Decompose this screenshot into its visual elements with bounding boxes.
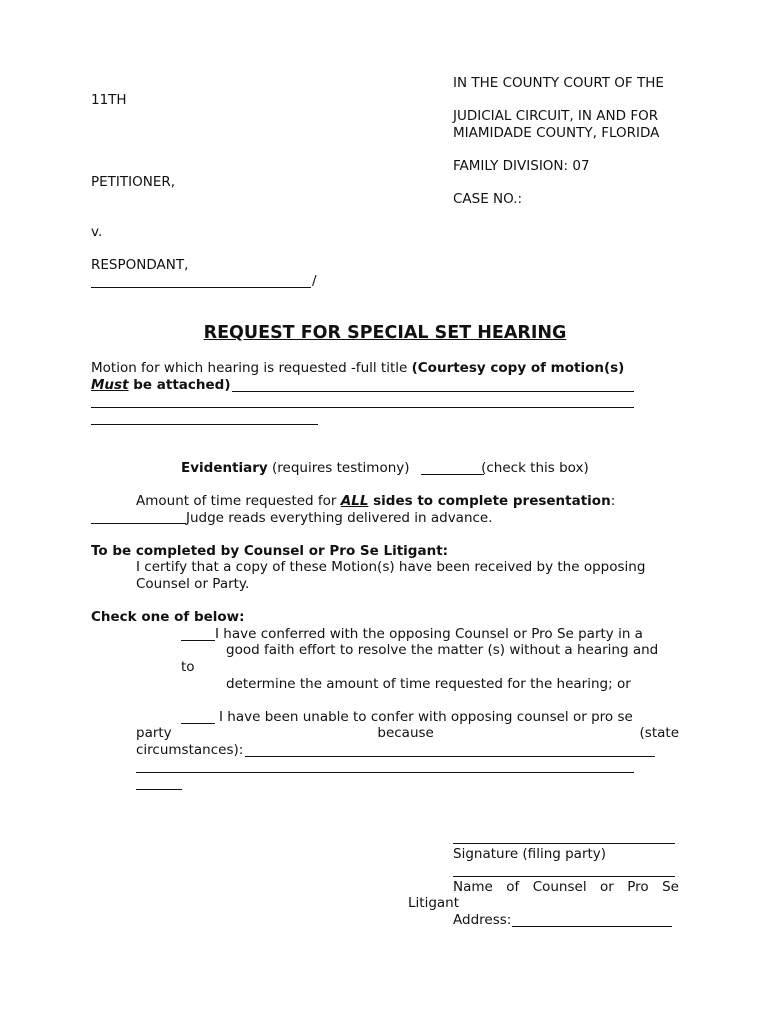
address-label: Address:: [453, 912, 512, 928]
petitioner-label: PETITIONER,: [91, 174, 176, 190]
motion-title-field-1[interactable]: [232, 391, 634, 392]
evidentiary-checkbox-blank[interactable]: [421, 474, 484, 475]
option2-circumstances: circumstances):: [136, 742, 244, 758]
motion-title-field-2[interactable]: [91, 407, 634, 408]
versus-label: v.: [91, 224, 103, 240]
address-field[interactable]: [512, 926, 672, 927]
check-box-note: (check this box): [476, 460, 589, 476]
circumstances-field-2[interactable]: [136, 772, 634, 773]
name-word-5: Pro: [627, 879, 649, 895]
option1-to: to: [181, 659, 195, 675]
motion-intro: Motion for which hearing is requested -full title: [91, 360, 412, 376]
court-heading-line2: JUDICIAL CIRCUIT, IN AND FOR: [453, 108, 659, 124]
option2-line1: [219, 709, 679, 726]
name-of-counsel-line: [453, 879, 679, 896]
signature-label: Signature (filing party): [453, 846, 607, 862]
family-division: FAMILY DIVISION: 07: [453, 158, 590, 174]
time-colon: :: [610, 493, 616, 509]
name-word-2: of: [506, 879, 520, 895]
requires-testimony: (requires testimony): [267, 460, 414, 476]
option2-party: party: [136, 725, 172, 741]
court-heading-line3: MIAMIDADE COUNTY, FLORIDA: [453, 125, 660, 141]
motion-line2: [91, 377, 231, 394]
option1-line1: I have conferred with the opposing Counsel or Pro Se party in a: [215, 626, 643, 642]
option2-line2: [136, 725, 679, 742]
be-attached-text: be attached): [128, 377, 231, 393]
certify-line2: Counsel or Party.: [136, 576, 250, 592]
name-word-3: Counsel: [532, 879, 587, 895]
page-title: REQUEST FOR SPECIAL SET HEARING: [203, 323, 567, 343]
all-emphasis: ALL: [340, 493, 369, 509]
option2-state: (state: [639, 725, 679, 741]
signature-line[interactable]: [453, 843, 675, 844]
judge-reads-text: Judge reads everything delivered in advance.: [186, 510, 493, 526]
time-requested-blank[interactable]: [91, 523, 186, 524]
caption-line: [91, 287, 311, 288]
check-one-heading: Check one of below:: [91, 609, 245, 625]
respondant-label: RESPONDANT,: [91, 257, 189, 273]
certify-line1: I certify that a copy of these Motion(s) have been received by the opposing: [136, 559, 646, 575]
evidentiary-line: [181, 460, 589, 477]
motion-line: [91, 360, 624, 377]
name-word-1: Name: [453, 879, 493, 895]
name-line[interactable]: [453, 876, 675, 877]
case-number-label: CASE NO.:: [453, 191, 523, 207]
circumstances-field-1[interactable]: [245, 756, 655, 757]
court-heading-line1: IN THE COUNTY COURT OF THE: [453, 75, 664, 91]
option2-line1-text: I have been unable to confer with opposing counsel or pro se: [219, 709, 633, 725]
time-requested-line: [136, 493, 615, 510]
option2-checkbox-blank[interactable]: [181, 723, 215, 724]
evidentiary-label: Evidentiary: [181, 460, 268, 476]
time-prefix: Amount of time requested for: [136, 493, 341, 509]
motion-title-field-3[interactable]: [91, 424, 318, 425]
courtesy-copy-note: (Courtesy copy of motion(s): [411, 360, 625, 376]
caption-slash: /: [312, 273, 317, 289]
option1-checkbox-blank[interactable]: [181, 640, 215, 641]
option1-line3: determine the amount of time requested for the hearing; or: [226, 676, 631, 692]
circuit-number: 11TH: [91, 92, 127, 108]
name-word-6: Se: [662, 879, 679, 895]
litigant-label: Litigant: [408, 895, 460, 911]
option1-line2: good faith effort to resolve the matter (s) without a hearing and: [226, 642, 659, 658]
name-word-4: or: [600, 879, 614, 895]
must-emphasis: Must: [91, 377, 129, 393]
sides-text: sides to complete presentation: [368, 493, 611, 509]
circumstances-field-3[interactable]: [136, 789, 182, 790]
option2-because: because: [377, 725, 434, 741]
completion-heading: To be completed by Counsel or Pro Se Litigant:: [91, 543, 449, 559]
